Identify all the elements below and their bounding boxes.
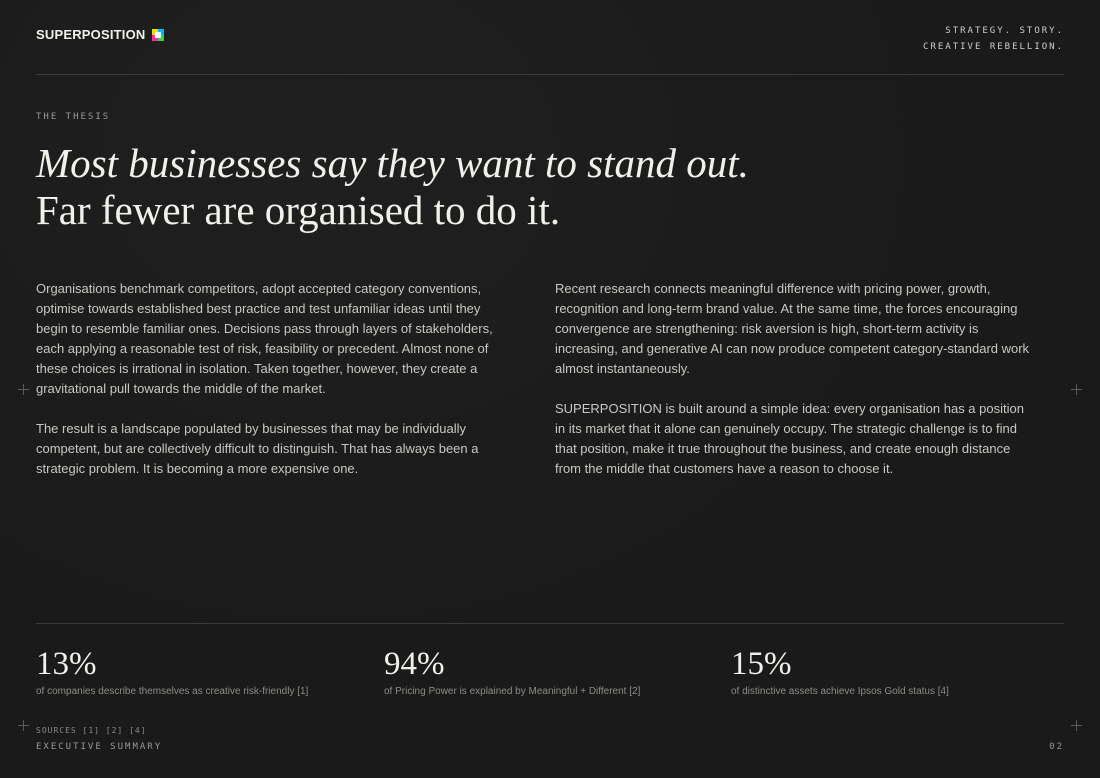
headline-line-1: Most businesses say they want to stand out.	[36, 140, 749, 186]
crosshair-mark-icon	[18, 720, 29, 731]
headline-line-2: Far fewer are organised to do it.	[36, 187, 561, 233]
header-divider	[36, 74, 1064, 75]
stat-value: 13%	[36, 646, 97, 682]
stat-value: 15%	[731, 646, 792, 682]
stat-item	[36, 644, 308, 697]
body-paragraph: The result is a landscape populated by businesses that may be individually competent, but are collectively difficult to distinguish. That has always been a strategic problem. It is becoming a more expensive one.	[36, 421, 479, 476]
sources-note: SOURCES [1] [2] [4]	[36, 726, 147, 735]
body-column-left	[36, 279, 506, 499]
brand-logo	[36, 27, 164, 42]
page-headline	[36, 140, 749, 234]
crosshair-mark-icon	[1071, 384, 1082, 395]
tagline-line-1: STRATEGY. STORY.	[945, 26, 1064, 36]
tagline	[923, 23, 1064, 55]
stat-item	[384, 644, 640, 697]
stat-caption: of Pricing Power is explained by Meaningful + Different [2]	[384, 686, 641, 697]
body-paragraph: Recent research connects meaningful difference with pricing power, growth, recognition and long-term brand value. At the same time, the forces encouraging convergence are strengthening: risk aversion is high, short-term activity is increasing, and generative AI can now produce competent category-standard work almost instantaneously.	[555, 281, 1030, 376]
stats-divider	[36, 623, 1064, 624]
footer-section-label: EXECUTIVE SUMMARY	[36, 742, 163, 752]
section-eyebrow: THE THESIS	[36, 112, 111, 122]
tagline-line-2: CREATIVE REBELLION.	[923, 42, 1064, 52]
body-paragraph: SUPERPOSITION is built around a simple idea: every organisation has a position in its market that it alone can genuinely occupy. The strategic challenge is to find that position, make it true throughout the business, and create enough distance from the middle that customers have a reason to choose it.	[555, 401, 1024, 476]
stat-value: 94%	[384, 646, 445, 682]
crosshair-mark-icon	[1071, 720, 1082, 731]
body-paragraph: Organisations benchmark competitors, adopt accepted category conventions, optimise towards established best practice and test unfamiliar ideas until they begin to resemble familiar ones. Decisions pass through layers of stakeholders, each applying a reasonable test of risk, feasibility or precedent. Almost none of these choices is irrational in isolation. Taken together, however, they create a gravitational pull towards the middle of the market.	[36, 281, 493, 396]
stat-caption: of companies describe themselves as creative risk-friendly [1]	[36, 686, 309, 697]
stat-item	[731, 644, 949, 697]
stat-caption: of distinctive assets achieve Ipsos Gold status [4]	[731, 686, 949, 697]
page-number: 02	[1049, 742, 1064, 752]
logo-mark-icon	[152, 29, 164, 41]
logo-wordmark: SUPERPOSITION	[36, 27, 146, 42]
body-column-right	[555, 279, 1035, 499]
crosshair-mark-icon	[18, 384, 29, 395]
